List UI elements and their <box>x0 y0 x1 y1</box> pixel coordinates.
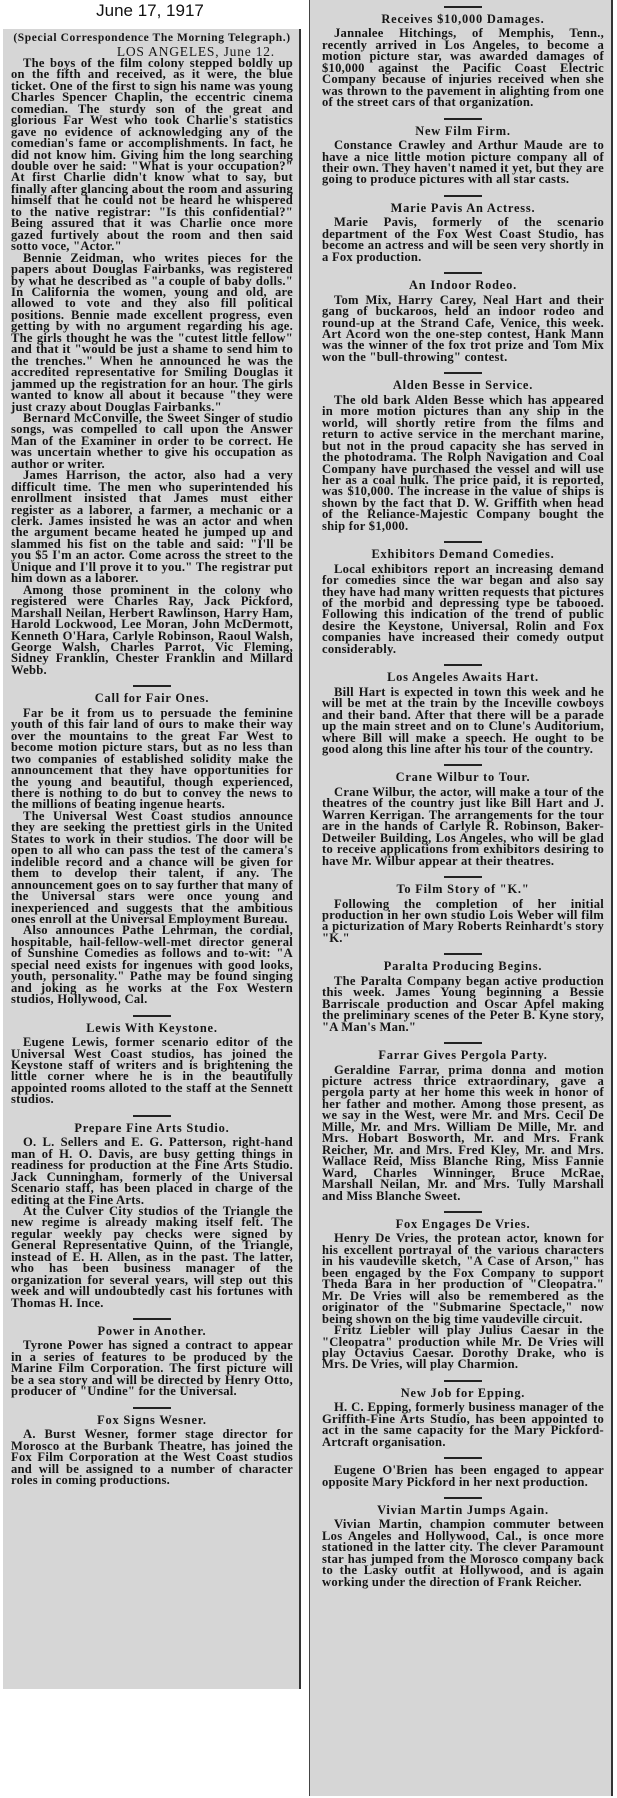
article-paragraph: Local exhibitors report an increasing demand for comedies since the war began and also say they have had many written requests that pictures of the morbid and depressing type be tabooed. Following this indication of the trend of public desire the Keystone, Universal, Rolin and Fox companies have increased their comedy output considerably. <box>322 561 604 656</box>
article-headline: Vivian Martin Jumps Again. <box>377 1503 549 1518</box>
section-divider <box>133 1407 171 1409</box>
article-headline: Power in Another. <box>97 1324 207 1339</box>
article <box>322 1042 604 1202</box>
article-paragraph: Bennie Zeidman, who writes pieces for the papers about Douglas Fairbanks, was registered by what he described as "a couple of baby dolls." In California the women, young and old, are allowed to vote and they also fill political positions. Bennie made excellent progress, even getting by with no argument regarding his age. The girls thought he was the "cutest little fellow" and that it "would be just a shame to send him to the trenches." When he announced he was the accredited representative for Smiling Douglas it jammed up the registration for an hour. The girls wanted to know all about it because "they were just crazy about Douglas Fairbanks." <box>11 250 293 414</box>
article-paragraph: The Paralta Company began active production this week. James Young beginning a Bessie Barriscale production and Oscar Apfel making the preliminary scenes of the Peter B. Kyne story, "A Man's Man." <box>322 973 604 1034</box>
article-paragraph: Constance Crawley and Arthur Maude are to have a nice little motion picture company all of their own. They haven't named it yet, but they are going to produce pictures with all star casts. <box>322 138 604 187</box>
article-headline: New Job for Epping. <box>400 1385 526 1400</box>
article <box>11 1407 293 1487</box>
article-paragraph: The old bark Alden Besse which has appeared in more motion pictures than any ship in the world, will shortly retire from the films and return to active service in the merchant marine, but not in the proud capacity she has served in the photodrama. The Rolph Navigation and Coal Company have purchased the vessel and will use her as a coal hulk. The price paid, it is reported, was $10,000. The increase in the value of ships is shown by the fact that D. W. Griffith when head of the Reliance-Majestic Company bought the ship for $1,000. <box>322 392 604 533</box>
article-headline: Los Angeles Awaits Hart. <box>387 670 539 685</box>
article-headline: Marie Pavis An Actress. <box>390 200 536 215</box>
article <box>322 6 604 109</box>
section-divider <box>444 272 482 274</box>
article <box>322 953 604 1033</box>
section-divider <box>444 664 482 666</box>
section-divider <box>133 1318 171 1320</box>
section-divider <box>444 1497 482 1499</box>
article-paragraph: Eugene Lewis, former scenario editor of the Universal West Coast studios, has joined the Keystone staff of writers and is brightening the little corner where he is in the beautifully appointed rooms alloted to the staff at the Sennett studios. <box>11 1035 293 1107</box>
section-divider <box>133 1115 171 1117</box>
article <box>11 1318 293 1398</box>
clipping-date: June 17, 1917 <box>96 1 204 20</box>
article-headline: Fox Engages De Vries. <box>395 1216 531 1231</box>
article-headline: Exhibitors Demand Comedies. <box>371 547 555 562</box>
section-divider <box>444 541 482 543</box>
article-paragraph: Also announces Pathe Lehrman, the cordial, hospitable, hail-fellow-well-met director general of Sunshine Comedies as follows and to-wit: "A special need exists for ingenues with good looks, youth, personality." Pathe may be found singing and joking as he works at the Fox Western studios, Hollywood, Cal. <box>11 923 293 1007</box>
article-headline: Lewis With Keystone. <box>86 1020 218 1035</box>
article-paragraph: At the Culver City studios of the Triangle the new regime is already making itself felt. The regular weekly pay checks were signed by General Representative Quinn, of the Triangle, instead of E. H. Allen, as in the past. The latter, who has been business manager of the organization for several years, will step out this week and will undoubtedly cast his fortunes with Thomas H. Ince. <box>11 1203 293 1310</box>
article-headline: Call for Fair Ones. <box>94 691 210 706</box>
article <box>322 272 604 363</box>
article-paragraph: Tyrone Power has signed a contract to appear in a series of features to be produced by the Marine Film Corporation. The first picture will be a sea story and will be directed by Henry Otto, producer of "Undine" for the Universal. <box>11 1338 293 1399</box>
article-headline: New Film Firm. <box>415 123 511 138</box>
article <box>11 685 293 1005</box>
article-headline: Alden Besse in Service. <box>392 378 534 393</box>
section-divider <box>444 764 482 766</box>
article <box>11 1015 293 1106</box>
article <box>322 1211 604 1371</box>
article <box>322 372 604 532</box>
section-divider <box>444 195 482 197</box>
article-paragraph: Bill Hart is expected in town this week and he will be met at the train by the Inceville cowboys and their band. After that there will be a parade up the main street and on to Clune's Auditorium, where Bill will make a speech. He ought to be good along this line after his tour of the country. <box>322 684 604 757</box>
article-paragraph: Jannalee Hitchings, of Memphis, Tenn., recently arrived in Los Angeles, to become a motion picture star, was awarded damages of $10,000 against the Pacific Coast Electric Company because of injuries received when she was thrown to the pavement in alighting from one of the street cars of that organization. <box>322 26 604 110</box>
section-divider <box>444 1211 482 1213</box>
article-paragraph: The boys of the film colony stepped boldly up on the fifth and received, as it were, the blue ticket. One of the first to sign his name was young Charles Spencer Chaplin, the eccentric cinema comedian. The sturdy son of the great and glorious Far West who took Charlie's statistics gave no evidence of acknowledging any of the comedian's fame or accomplishments. In fact, he did not know him. Giving him the long searching double over he said: "What is your occupation?" At first Charlie didn't know what to say, but finally after glancing about the room and assuring himself that he could not be heard he whispered to the native registrar: "Is this confidential?" Being assured that it was Charlie once more gazed furtively about the room and then said sotto voce, "Actor." <box>11 55 293 254</box>
article-headline: To Film Story of "K." <box>396 882 530 897</box>
article <box>322 118 604 186</box>
left-column <box>3 29 301 1689</box>
section-divider <box>444 1042 482 1044</box>
article-paragraph: Tom Mix, Harry Carey, Neal Hart and their gang of buckaroos, held an indoor rodeo and round-up at the Strand Cafe, Venice, this week. Art Acord won the one-step contest, Hank Mann was the winner of the fox trot prize and Tom Mix won the "bull-throwing" contest. <box>322 292 604 364</box>
article-paragraph: Marie Pavis, formerly of the scenario department of the Fox West Coast Studio, has become an actress and will be seen very shortly in a Fox production. <box>322 215 604 264</box>
article-headline: Receives $10,000 Damages. <box>381 12 545 26</box>
article <box>322 1457 604 1488</box>
article-paragraph: Geraldine Farrar, prima donna and motion picture actress thrice extraordinary, gave a pergola party at her home this week in honor of her father and mother. Among those present, as we say in the West, were Mr. and Mrs. Cecil De Mille, Mr. and Mrs. William De Mille, Mr. and Mrs. Hobart Bosworth, Mr. and Mrs. Frank Reicher, Mr. and Mrs. Fred Kley, Mr. and Mrs. Wallace Reid, Miss Blanche Ring, Miss Fannie Ward, Charles Winninger, Bruce McRae, Marshall Neilan, Mr. and Mrs. Tully Marshall and Miss Blanche Sweet. <box>322 1062 604 1203</box>
article-paragraph: A. Burst Wesner, former stage director for Morosco at the Burbank Theatre, has joined the Fox Film Corporation at the West Coast studios and will be assigned to a number of character roles in coming productions. <box>11 1427 293 1488</box>
section-divider <box>444 953 482 955</box>
section-divider <box>444 1457 482 1459</box>
article <box>322 1497 604 1588</box>
section-divider <box>444 118 482 120</box>
article <box>322 1380 604 1448</box>
article-paragraph: Following the completion of her initial production in her own studio Lois Weber will film a picturization of Mary Roberts Reinhardt's story "K." <box>322 896 604 945</box>
section-divider <box>133 685 171 687</box>
article-headline: Prepare Fine Arts Studio. <box>74 1120 230 1135</box>
section-divider <box>133 1015 171 1017</box>
article <box>11 55 293 677</box>
right-column <box>309 0 613 1796</box>
article-paragraph: Vivian Martin, champion commuter between Los Angeles and Hollywood, Cal., is once more stationed in the latter city. The clever Paramount star has jumped from the Morosco company back to the Lasky outfit at Hollywood, and is again working under the direction of Frank Reicher. <box>322 1517 604 1589</box>
article-paragraph: James Harrison, the actor, also had a very difficult time. The men who superintended his enrollment insisted that James must either register as a laborer, a farmer, a mechanic or a clerk. James insisted he was an actor and when the argument became heated he jumped up and slammed his fist on the table and said: "I'll be you $5 I'm an actor. Come across the street to the Unique and I'll prove it to you." The registrar put him down as a laborer. <box>11 468 293 586</box>
dateline: (Special Correspondence The Morning Telegraph.) <box>13 32 291 44</box>
article-paragraph: Fritz Liebler will play Julius Caesar in the "Cleopatra" production while Mr. De Vries will play Octavius Caesar. Dorothy Drake, who is Mrs. De Vries, will play Charmion. <box>322 1323 604 1372</box>
section-divider <box>444 6 482 8</box>
article <box>322 664 604 755</box>
article-headline: Fox Signs Wesner. <box>97 1412 207 1427</box>
article <box>322 876 604 944</box>
article <box>322 541 604 655</box>
article <box>322 764 604 867</box>
article-paragraph: O. L. Sellers and E. G. Patterson, right-hand man of H. O. Davis, are busy getting things in readiness for production at the Fine Arts Studio. Jack Cunningham, formerly of the Universal Scenario staff, has been placed in charge of the editing at the Fine Arts. <box>11 1135 293 1207</box>
article-headline: An Indoor Rodeo. <box>409 278 517 293</box>
section-divider <box>444 876 482 878</box>
place-dateline: LOS ANGELES, June 12. <box>116 44 275 60</box>
article-paragraph: H. C. Epping, formerly business manager of the Griffith-Fine Arts Studio, has been appointed to act in the same capacity for the Mary Pickford-Artcraft organisation. <box>322 1400 604 1449</box>
article-headline: Crane Wilbur to Tour. <box>395 770 531 785</box>
article-paragraph: The Universal West Coast studios announce they are seeking the prettiest girls in the United States to work in their studios. The door will be open to all who can pass the test of the camera's indelible record and a chance will be given for them to develop their talent, if any. The announcement goes on to say further that many of the Universal stars were once young and inexperienced and suggests that the ambitious ones enroll at the Universal Employment Bureau. <box>11 808 293 926</box>
section-divider <box>444 1380 482 1382</box>
article-paragraph: Among those prominent in the colony who registered were Charles Ray, Jack Pickford, Marshall Neilan, Herbert Rawlinson, Harry Ham, Harold Lockwood, Lee Moran, John McDermott, Kenneth O'Hara, Carlyle Robinson, Raoul Walsh, George Walsh, Charles Parrot, Vic Fleming, Sidney Franklin, Chester Franklin and Millard Webb. <box>11 582 293 677</box>
article-headline: Paralta Producing Begins. <box>383 959 543 974</box>
article-paragraph: Crane Wilbur, the actor, will make a tour of the theatres of the country just like Bill Hart and J. Warren Kerrigan. The arrangements for the tour are in the hands of Carlyle R. Robinson, Baker-Detweiler Building, Los Angeles, who will be glad to receive applications from exhibitors desiring to have Mr. Wilbur appear at their theatres. <box>322 784 604 868</box>
article-paragraph: Bernard McConville, the Sweet Singer of studio songs, was compelled to call upon the Answer Man of the Examiner in order to be correct. He was uncertain whether to give his occupation as author or writer. <box>11 410 293 471</box>
article-paragraph: Eugene O'Brien has been engaged to appear opposite Mary Pickford in her next production. <box>322 1463 604 1489</box>
article <box>11 1115 293 1309</box>
section-divider <box>444 372 482 374</box>
article <box>322 195 604 263</box>
article-headline: Farrar Gives Pergola Party. <box>378 1048 548 1063</box>
article-paragraph: Henry De Vries, the protean actor, known for his excellent portrayal of the various characters in his vaudeville sketch, "A Case of Arson," has been engaged by the Fox Company to support Theda Bara in her production of "Cleopatra." Mr. De Vries will also be remembered as the originator of the "Submarine Spectacle," now being shown on the big time vaudeville circuit. <box>322 1231 604 1326</box>
article-paragraph: Far be it from us to persuade the feminine youth of this fair land of ours to make their way over the mountains to the great Far West to become motion picture stars, but as no less than two companies of established solidity make the announcement that they have opportunities for the young and beautiful, though experienced, there is nothing to do but to convey the news to the millions of beating ingenue hearts. <box>11 705 293 812</box>
